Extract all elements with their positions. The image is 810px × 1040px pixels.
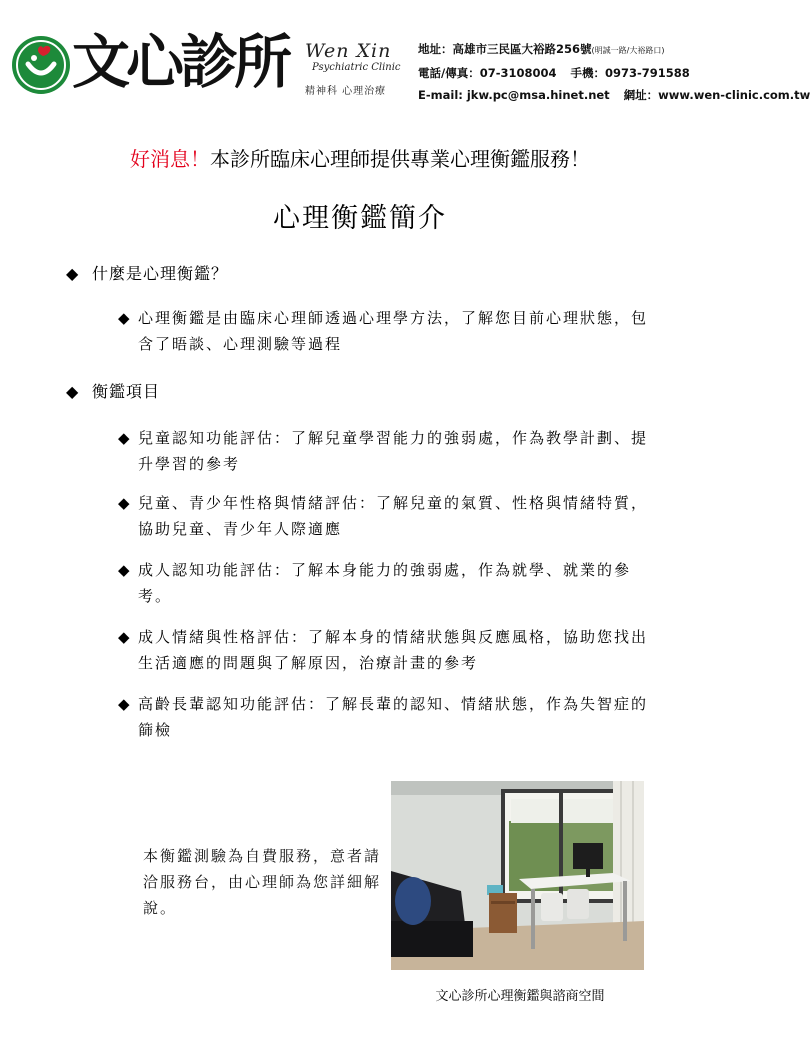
clinic-header xyxy=(0,0,810,115)
contact-phone: 電話/傳真：07-3108004 xyxy=(418,66,557,80)
list-item-text: 兒童、青少年性格與情緒評估：了解兒童的氣質、性格與情緒特質，協助兒童、青少年人際適應 xyxy=(138,494,649,538)
diamond-bullet-icon: ◆ xyxy=(118,494,132,512)
contact-website[interactable]: 網址：www.wen-clinic.com.tw xyxy=(623,88,810,102)
list-item-text: 心理衡鑑是由臨床心理師透過心理學方法，了解您目前心理狀態，包含了晤談、心理測驗等過程 xyxy=(138,309,649,353)
diamond-bullet-icon: ◆ xyxy=(118,695,132,713)
clinic-logo-icon xyxy=(10,34,72,96)
section-heading-text: 什麼是心理衡鑑？ xyxy=(92,264,229,283)
self-pay-note: 本衡鑑測驗為自費服務，意者請洽服務台，由心理師為您詳細解說。 xyxy=(143,847,382,917)
contact-email[interactable]: E-mail: jkw.pc@msa.hinet.net xyxy=(418,88,610,102)
diamond-bullet-icon: ◆ xyxy=(66,382,80,401)
section-heading-text: 衡鑑項目 xyxy=(92,382,161,401)
list-item-text: 兒童認知功能評估：了解兒童學習能力的強弱處，作為教學計劃、提升學習的參考 xyxy=(138,429,649,473)
section-heading-what-is xyxy=(66,262,228,286)
contact-web-line xyxy=(418,84,810,106)
consultation-room-photo xyxy=(391,781,644,970)
brand-department: 精神科 心理治療 xyxy=(305,86,387,97)
diamond-bullet-icon: ◆ xyxy=(118,628,132,646)
contact-address: 地址：高雄市三民區大裕路256號 xyxy=(418,42,592,56)
brand-english-name: Wen Xin xyxy=(305,40,392,62)
contact-address-line xyxy=(418,38,810,62)
headline-highlight: 好消息！ xyxy=(130,147,210,171)
headline-text: 本診所臨床心理師提供專業心理衡鑑服務！ xyxy=(210,147,590,171)
clinic-logo-text: 文心診所 xyxy=(72,28,289,96)
list-item-text: 高齡長輩認知功能評估：了解長輩的認知、情緒狀態，作為失智症的篩檢 xyxy=(138,695,649,739)
contact-address-note: (明誠一路/大裕路口) xyxy=(591,46,665,55)
contact-block xyxy=(418,38,810,106)
list-item xyxy=(118,490,658,542)
section-heading-items xyxy=(66,380,160,404)
contact-phone-line xyxy=(418,62,810,84)
contact-mobile: 手機：0973-791588 xyxy=(570,66,690,80)
list-item xyxy=(118,624,658,676)
brand-subtitle: Psychiatric Clinic xyxy=(312,62,401,73)
list-item xyxy=(118,305,658,357)
diamond-bullet-icon: ◆ xyxy=(118,429,132,447)
diamond-bullet-icon: ◆ xyxy=(118,561,132,579)
photo-caption: 文心診所心理衡鑑與諮商空間 xyxy=(435,989,605,1004)
diamond-bullet-icon: ◆ xyxy=(66,264,80,283)
list-item xyxy=(118,691,658,743)
diamond-bullet-icon: ◆ xyxy=(118,309,132,327)
list-item-text: 成人情緒與性格評估：了解本身的情緒狀態與反應風格，協助您找出生活適應的問題與了解原因，治療計畫的參考 xyxy=(138,628,649,672)
list-item-text: 成人認知功能評估：了解本身能力的強弱處，作為就學、就業的參考。 xyxy=(138,561,632,605)
page-title: 心理衡鑑簡介 xyxy=(273,203,447,234)
good-news-headline xyxy=(0,143,720,172)
list-item xyxy=(118,425,658,477)
list-item xyxy=(118,557,658,609)
